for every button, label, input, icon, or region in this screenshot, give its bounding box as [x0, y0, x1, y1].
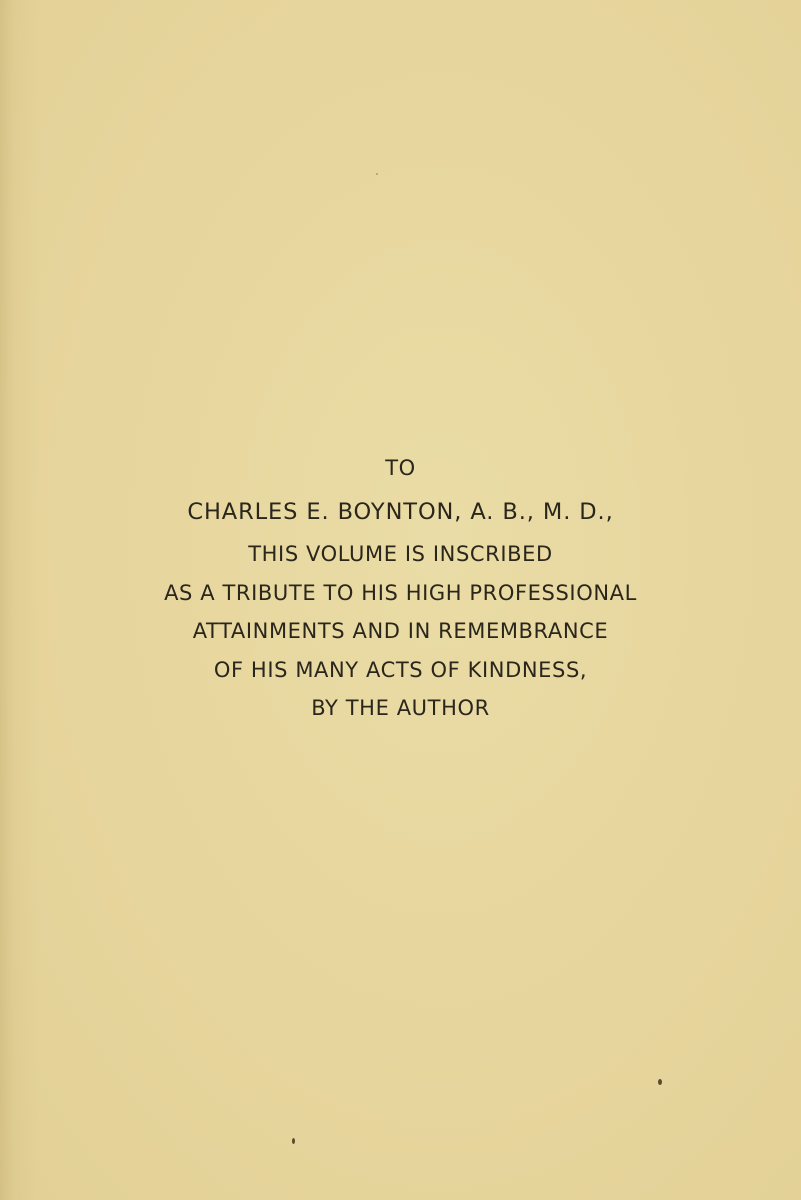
dedication-line-1: THIS VOLUME IS INSCRIBED [248, 542, 553, 566]
dedication-line-3: ATTAINMENTS AND IN REMEMBRANCE [192, 619, 609, 643]
dedication-line-2: AS A TRIBUTE TO HIS HIGH PROFESSIONAL [164, 580, 637, 605]
dedicatee-name: CHARLES E. BOYNTON, A. B., M. D., [187, 499, 614, 525]
dedication-line-5: BY THE AUTHOR [311, 696, 490, 720]
dedication-to: TO [385, 456, 416, 480]
paper-speck [292, 1138, 295, 1144]
paper-speck [376, 173, 378, 175]
paper-speck [658, 1079, 662, 1085]
dedication-line-4: OF HIS MANY ACTS OF KINDNESS, [213, 657, 588, 682]
dedication-block [0, 446, 801, 728]
